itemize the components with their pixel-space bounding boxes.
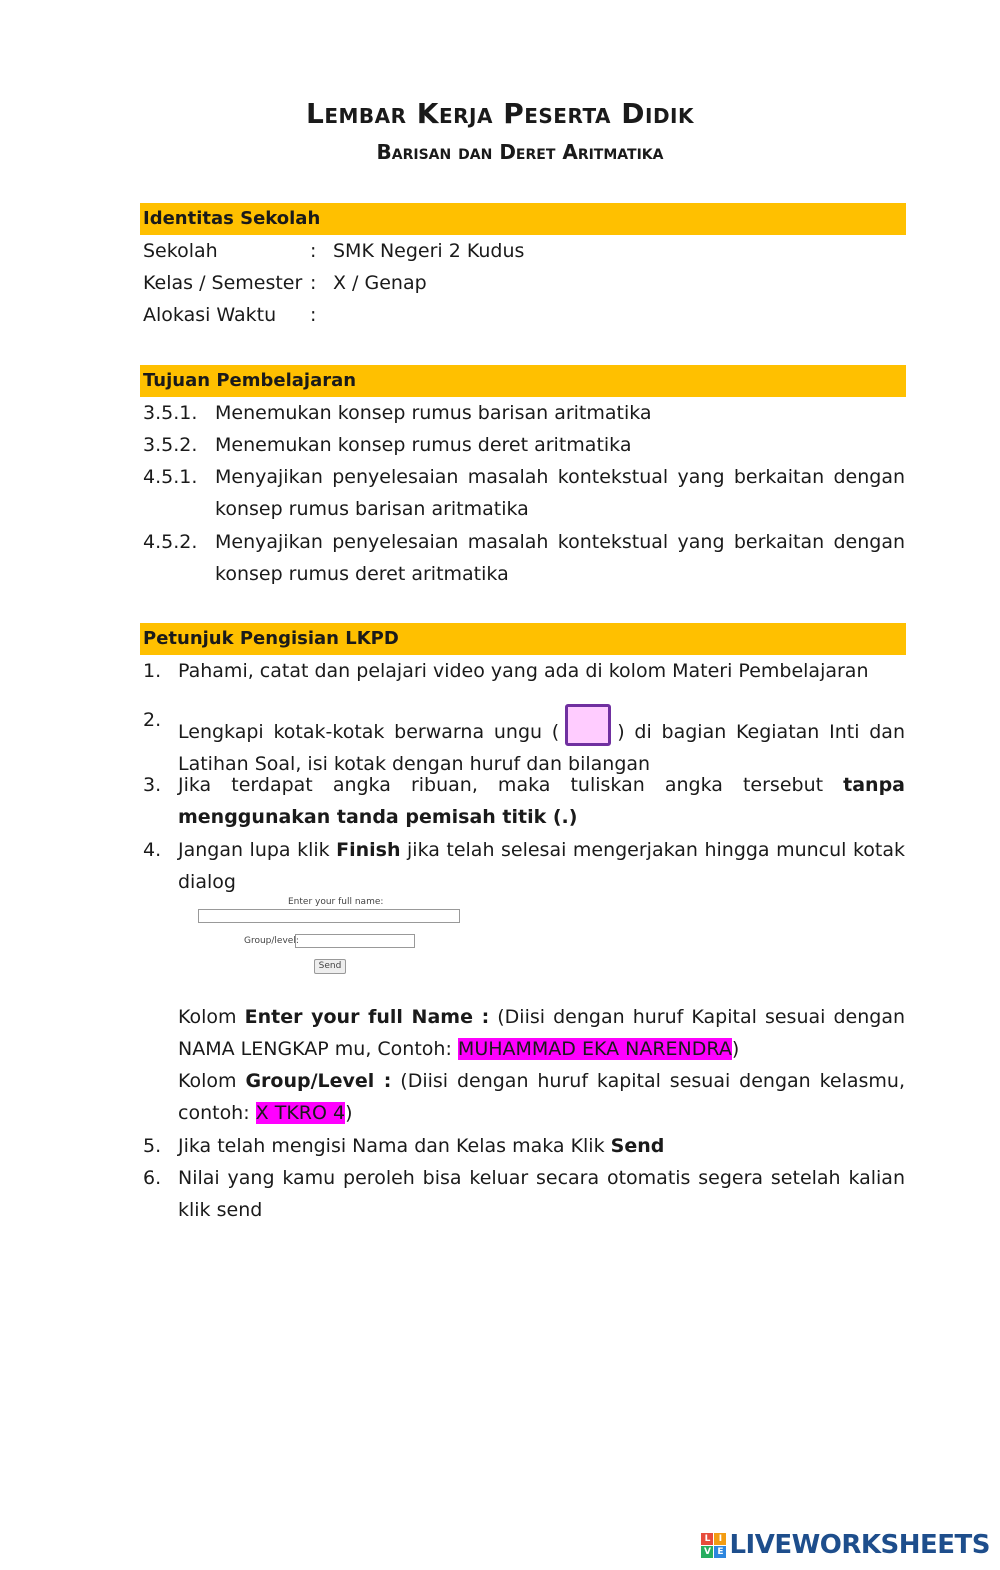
note-pre: Kolom [178,1006,245,1028]
liveworksheets-logo[interactable] [701,1530,990,1560]
step-text-bold: tanpa menggunakan tanda pemisah titik (.) [178,774,905,828]
logo-letter: L [701,1533,713,1545]
objective-number: 4.5.1. [143,466,198,488]
step-text-post: jika telah selesai mengerjakan hingga muncul kotak dialog [178,839,905,893]
note-mid: (Diisi dengan huruf Kapital sesuai dengan NAMA LENGKAP mu, Contoh: [178,1006,906,1060]
logo-letter: I [714,1533,726,1545]
note-mid: (Diisi dengan huruf kapital sesuai dengan kelasmu, contoh: [178,1070,906,1124]
step-text [178,834,905,898]
objective-number: 3.5.1. [143,402,198,424]
send-keyword: Send [610,1135,665,1157]
section-identitas-heading: Identitas Sekolah [140,203,906,235]
note-pre: Kolom [178,1070,246,1092]
field-value: SMK Negeri 2 Kudus [333,240,525,262]
step-text-pre: Jika telah mengisi Nama dan Kelas maka Klik [178,1135,611,1157]
logo-letter: V [701,1546,713,1558]
step-text [178,769,905,833]
step-number: 2. [143,709,162,731]
field-label: Kelas / Semester [143,272,303,294]
full-name-label: Enter your full name: [288,897,384,907]
note-bold: Group/Level : [245,1070,392,1092]
field-colon: : [310,304,317,326]
step-text-pre: Jangan lupa klik [178,839,337,861]
step-text-pre: Lengkapi kotak-kotak berwarna ungu ( [178,721,560,743]
step-text: Pahami, catat dan pelajari video yang ada di kolom Materi Pembelajaran [178,660,869,682]
note-post: ) [731,1038,740,1060]
field-label: Alokasi Waktu [143,304,277,326]
objective-text: Menemukan konsep rumus barisan aritmatika [215,402,652,424]
step-number: 4. [143,839,162,861]
step-number: 5. [143,1135,162,1157]
step-text: Nilai yang kamu peroleh bisa keluar secara otomatis segera setelah kalian klik send [178,1167,905,1221]
section-tujuan-heading: Tujuan Pembelajaran [140,365,906,397]
step-text [178,1130,905,1162]
full-name-input [198,909,460,923]
step-text-pre: Jika terdapat angka ribuan, maka tuliskan angka tersebut [178,774,844,796]
liveworksheets-logo-icon [701,1533,726,1558]
dialog-screenshot [180,895,480,980]
objective-text: Menyajikan penyelesaian masalah kontekstual yang berkaitan dengan konsep rumus barisan aritmatika [215,466,905,520]
objective-number: 3.5.2. [143,434,198,456]
kolom-name-text [178,1001,905,1065]
step-number: 6. [143,1167,162,1189]
step-number: 3. [143,774,162,796]
field-value: X / Genap [333,272,427,294]
objective-text: Menyajikan penyelesaian masalah kontekstual yang berkaitan dengan konsep rumus deret aritmatika [215,531,905,585]
logo-letter: E [714,1546,726,1558]
objective-number: 4.5.2. [143,531,198,553]
group-level-input [295,934,415,948]
purple-answer-box-icon [565,704,611,746]
field-label: Sekolah [143,240,218,262]
note-post: ) [345,1102,353,1124]
step-text-post: ) di bagian Kegiatan Inti dan Latihan Soal, isi kotak dengan huruf dan bilangan [178,721,905,775]
page-subtitle: Barisan dan Deret Aritmatika [376,140,664,164]
kolom-group-text [178,1065,905,1129]
example-highlight: MUHAMMAD EKA NARENDRA [457,1038,732,1060]
note-bold: Enter your full Name : [244,1006,490,1028]
section-petunjuk-heading: Petunjuk Pengisian LKPD [140,623,906,655]
field-colon: : [310,240,317,262]
logo-wordmark: LIVEWORKSHEETS [729,1530,990,1560]
send-button: Send [314,959,346,974]
step-number: 1. [143,660,162,682]
objective-text: Menemukan konsep rumus deret aritmatika [215,434,632,456]
field-colon: : [310,272,317,294]
example-highlight: X TKRO 4 [255,1102,346,1124]
page-title: Lembar Kerja Peserta Didik [306,97,694,130]
finish-keyword: Finish [336,839,401,861]
group-level-label: Group/level: [244,936,299,946]
